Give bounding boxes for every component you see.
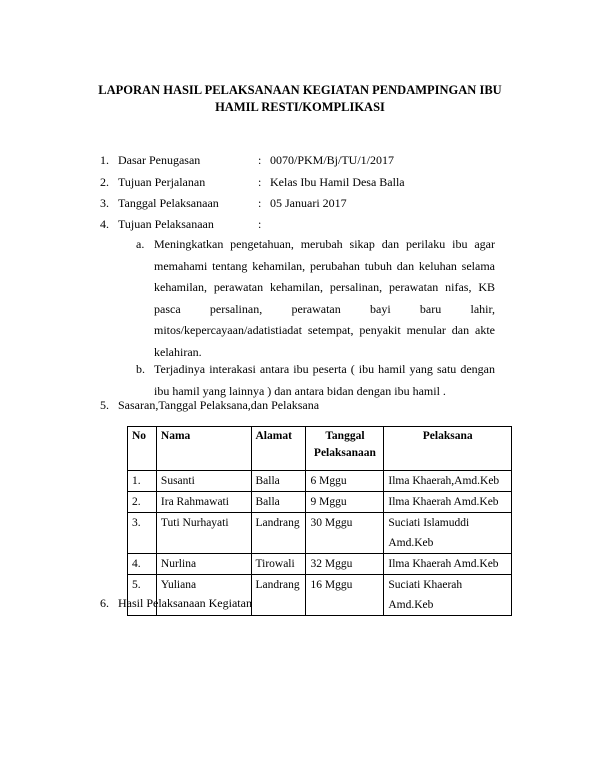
goal-a-line: mitos/kepercayaan/adatistiadat setempat, penyakit menular dan akte bbox=[154, 323, 495, 338]
field-value: 0070/PKM/Bj/TU/1/2017 bbox=[270, 153, 395, 167]
goal-a-line: Meningkatkan pengetahuan, merubah sikap dan perilaku ibu agar bbox=[154, 237, 495, 251]
cell-alamat: Balla bbox=[251, 492, 306, 513]
cell-no: 2. bbox=[128, 492, 157, 513]
cell-nama: Ira Rahmawati bbox=[156, 492, 251, 513]
cell-tanggal: 16 Mggu bbox=[306, 575, 384, 616]
cell-pelaksana: Ilma Khaerah Amd.Keb bbox=[384, 554, 512, 575]
participants-table bbox=[127, 426, 512, 616]
field-colon: : bbox=[258, 217, 262, 231]
table-row bbox=[128, 513, 512, 554]
cell-tanggal: 30 Mggu bbox=[306, 513, 384, 554]
cell-pelaksana: Ilma Khaerah,Amd.Keb bbox=[384, 471, 512, 492]
cell-no: 5. bbox=[128, 575, 157, 616]
header-tanggal-line-1: Tanggal bbox=[325, 430, 365, 442]
field-colon: : bbox=[258, 196, 262, 210]
table-row bbox=[128, 554, 512, 575]
goal-a-line: memahami tentang kehamilan, perubahan tubuh dan keluhan selama bbox=[154, 258, 495, 273]
goal-b-line: ibu hamil yang lainnya ) dan antara bidan dengan ibu hamil . bbox=[154, 383, 446, 398]
goal-b-paragraph bbox=[154, 359, 495, 402]
cell-pelaksana: Ilma Khaerah Amd.Keb bbox=[384, 492, 512, 513]
field-tujuan-pelaksanaan bbox=[100, 217, 560, 235]
cell-nama: Tuti Nurhayati bbox=[156, 513, 251, 554]
cell-nama: Yuliana bbox=[156, 575, 251, 616]
section-6-heading bbox=[100, 596, 560, 614]
field-label: Tanggal Pelaksanaan bbox=[118, 196, 219, 210]
cell-alamat: Landrang bbox=[251, 513, 306, 554]
section-5-heading bbox=[100, 398, 560, 416]
goal-a-line: kehamilan, perawatan kehamilan, persalinan, perawatan nifas, KB bbox=[154, 280, 495, 295]
field-colon: : bbox=[258, 175, 262, 189]
cell-no: 4. bbox=[128, 554, 157, 575]
cell-nama: Susanti bbox=[156, 471, 251, 492]
header-nama: Nama bbox=[156, 427, 251, 471]
field-label: Tujuan Pelaksanaan bbox=[118, 217, 214, 231]
field-colon: : bbox=[258, 153, 262, 167]
section-label: Hasil Pelaksanaan Kegiatan bbox=[118, 596, 252, 610]
document-title-line-1: LAPORAN HASIL PELAKSANAAN KEGIATAN PENDAMPINGAN IBU bbox=[98, 83, 502, 97]
cell-no: 3. bbox=[128, 513, 157, 554]
field-dasar-penugasan bbox=[100, 153, 560, 171]
cell-pelaksana: Suciati Islamuddi Amd.Keb bbox=[384, 513, 512, 554]
field-number: 4. bbox=[100, 217, 109, 231]
header-no: No bbox=[128, 427, 157, 471]
goal-b-marker: b. bbox=[136, 362, 145, 376]
field-value: 05 Januari 2017 bbox=[270, 196, 347, 210]
section-label: Sasaran,Tanggal Pelaksana,dan Pelaksana bbox=[118, 398, 320, 412]
goal-a-line: kelahiran. bbox=[154, 344, 202, 359]
table-header-row bbox=[128, 427, 512, 471]
field-tujuan-perjalanan bbox=[100, 175, 560, 193]
cell-tanggal: 32 Mggu bbox=[306, 554, 384, 575]
cell-alamat: Balla bbox=[251, 471, 306, 492]
field-label: Dasar Penugasan bbox=[118, 153, 201, 167]
goal-a-line: pasca persalinan, perawatan bayi baru lahir, bbox=[154, 301, 495, 316]
header-tanggal bbox=[306, 427, 384, 471]
cell-alamat: Tirowali bbox=[251, 554, 306, 575]
cell-nama: Nurlina bbox=[156, 554, 251, 575]
goal-b-line: Terjadinya interakasi antara ibu peserta ( ibu hamil yang satu dengan bbox=[154, 362, 495, 376]
table-row bbox=[128, 471, 512, 492]
field-number: 3. bbox=[100, 196, 109, 210]
cell-alamat: Landrang bbox=[251, 575, 306, 616]
goal-a-paragraph bbox=[154, 234, 495, 364]
header-tanggal-line-2: Pelaksanaan bbox=[313, 447, 376, 459]
field-label: Tujuan Perjalanan bbox=[118, 175, 206, 189]
table-row bbox=[128, 492, 512, 513]
cell-no: 1. bbox=[128, 471, 157, 492]
cell-tanggal: 9 Mggu bbox=[306, 492, 384, 513]
field-number: 1. bbox=[100, 153, 109, 167]
cell-pelaksana: Suciati Khaerah Amd.Keb bbox=[384, 575, 512, 616]
field-value: Kelas Ibu Hamil Desa Balla bbox=[270, 175, 405, 189]
header-alamat: Alamat bbox=[251, 427, 306, 471]
cell-tanggal: 6 Mggu bbox=[306, 471, 384, 492]
header-pelaksana: Pelaksana bbox=[384, 427, 512, 471]
field-number: 2. bbox=[100, 175, 109, 189]
document-title-line-2: HAMIL RESTI/KOMPLIKASI bbox=[215, 100, 385, 114]
section-number: 6. bbox=[100, 596, 109, 610]
field-tanggal-pelaksanaan bbox=[100, 196, 560, 214]
goal-a-marker: a. bbox=[136, 237, 145, 251]
section-number: 5. bbox=[100, 398, 109, 412]
